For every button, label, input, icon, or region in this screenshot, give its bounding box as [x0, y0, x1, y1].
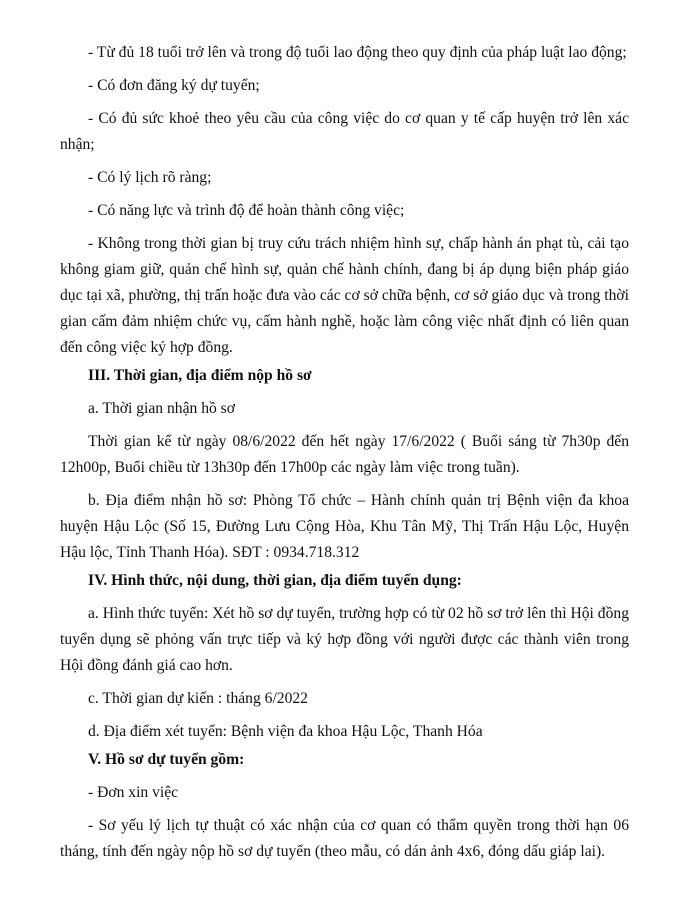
requirement-application: - Có đơn đăng ký dự tuyển;: [88, 77, 260, 94]
section-V-item-1: - Đơn xin việc: [88, 784, 179, 801]
requirement-background: - Có lý lịch rõ ràng;: [88, 169, 212, 186]
section-III-a-detail: Thời gian kể từ ngày 08/6/2022 đến hết ngày 17/6/2022 ( Buổi sáng từ 7h30p đến 12h00p, Buổi chiều từ 13h30p đến 17h00p các ngày làm việc trong tuần).: [60, 433, 629, 476]
section-heading-V: V. Hồ sơ dự tuyển gồm:: [88, 751, 245, 768]
section-IV-d: d. Địa điểm xét tuyển: Bệnh viện đa khoa Hậu Lộc, Thanh Hóa: [88, 723, 483, 740]
section-IV-a: a. Hình thức tuyển: Xét hồ sơ dự tuyển, trường hợp có từ 02 hồ sơ trở lên thì Hội đồng tuyển dụng sẽ phỏng vấn trực tiếp và ký hợp đồng với người được các thành viên trong Hội đồng đánh giá cao hơn.: [60, 605, 629, 674]
section-IV-c: c. Thời gian dự kiến : tháng 6/2022: [88, 690, 308, 707]
requirement-ability: - Có năng lực và trình độ để hoàn thành công việc;: [88, 202, 405, 219]
requirement-age: - Từ đủ 18 tuổi trở lên và trong độ tuổi lao động theo quy định của pháp luật lao động;: [88, 44, 627, 61]
section-heading-IV: IV. Hình thức, nội dung, thời gian, địa điểm tuyển dụng:: [88, 572, 462, 589]
section-III-a: a. Thời gian nhận hồ sơ: [88, 400, 235, 417]
requirement-health: - Có đủ sức khoẻ theo yêu cầu của công việc do cơ quan y tế cấp huyện trở lên xác nhận;: [60, 110, 629, 153]
section-III-b: b. Địa điểm nhận hồ sơ: Phòng Tổ chức – Hành chính quản trị Bệnh viện đa khoa huyện Hậu Lộc (Số 15, Đường Lưu Cộng Hòa, Khu Tân Mỹ, Thị Trấn Hậu Lộc, Huyện Hậu lộc, Tỉnh Thanh Hóa). SĐT : 0934.718.312: [60, 492, 629, 561]
requirement-no-criminal-record: - Không trong thời gian bị truy cứu trách nhiệm hình sự, chấp hành án phạt tù, cải tạo không giam giữ, quản chế hình sự, quản chế hành chính, đang bị áp dụng biện pháp giáo dục tại xã, phường, thị trấn hoặc đưa vào các cơ sở chữa bệnh, cơ sở giáo dục và trong thời gian cấm đảm nhiệm chức vụ, cấm hành nghề, hoặc làm công việc nhất định có liên quan đến công việc ký hợp đồng.: [60, 235, 629, 356]
section-heading-III: III. Thời gian, địa điểm nộp hồ sơ: [88, 367, 312, 384]
section-V-item-2: - Sơ yếu lý lịch tự thuật có xác nhận của cơ quan có thẩm quyền trong thời hạn 06 tháng, tính đến ngày nộp hồ sơ dự tuyển (theo mẫu, có dán ảnh 4x6, đóng dấu giáp lai).: [60, 817, 629, 860]
